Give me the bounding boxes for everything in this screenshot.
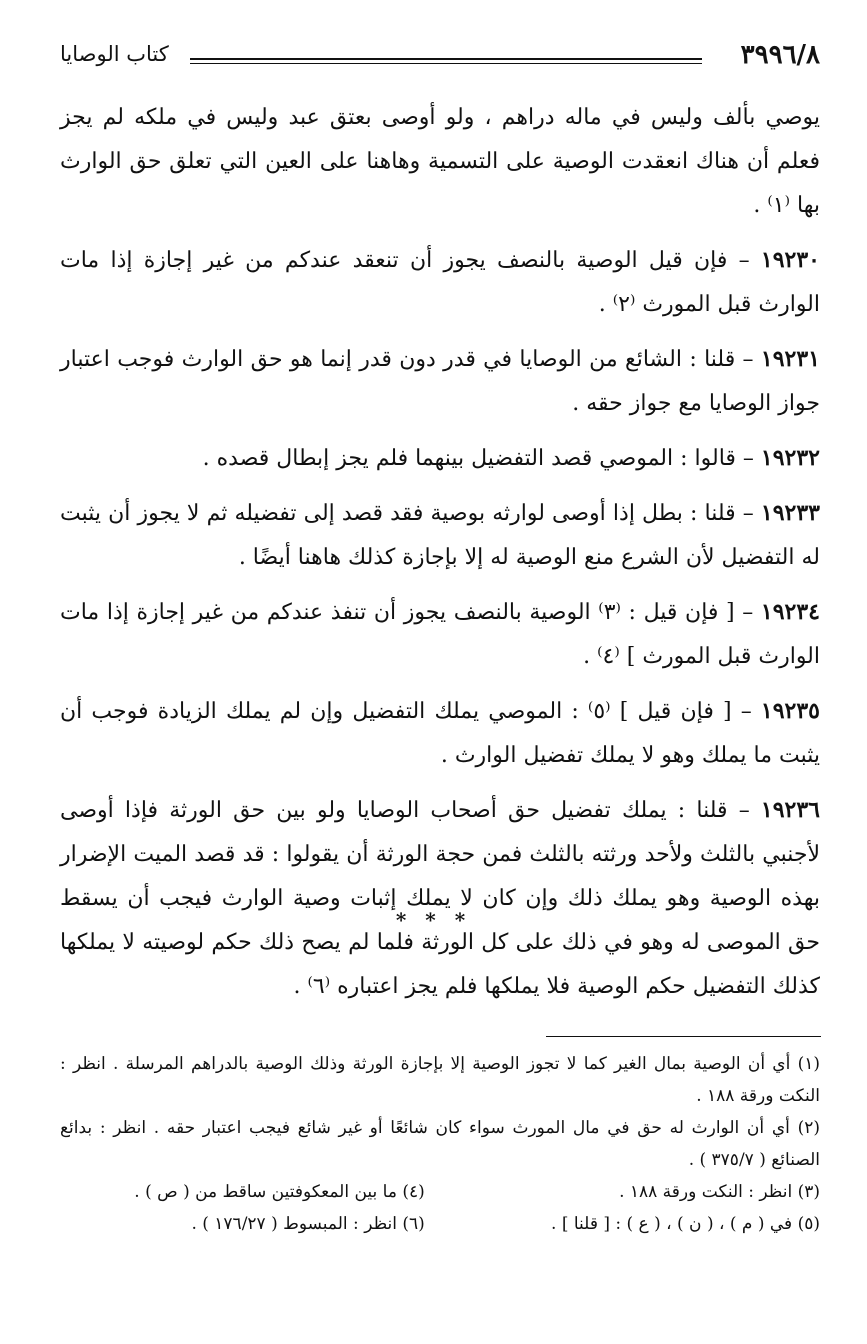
paragraph-number: ١٩٢٣٤ — [760, 599, 820, 625]
page-number: ٣٩٩٦/٨ — [740, 40, 820, 70]
paragraph-number: ١٩٢٣١ — [760, 346, 820, 372]
paragraph-number: ١٩٢٣٠ — [760, 247, 820, 273]
main-text — [60, 96, 820, 1019]
footnote-row — [60, 1176, 820, 1208]
paragraph-text: – قلنا : الشائع من الوصايا في قدر دون قدر إنما هو حق الوارث فوجب اعتبار جواز الوصايا مع جواز حقه . — [60, 347, 820, 416]
footnotes — [60, 1048, 820, 1240]
paragraph-text: – قالوا : الموصي قصد التفضيل بينهما فلم يجز إبطال قصده . — [202, 446, 761, 471]
paragraph-number: ١٩٢٣٦ — [760, 797, 820, 823]
paragraph — [60, 689, 820, 778]
footnote: (٥) في ( م ) ، ( ن ) ، ( ع ) : [ قلنا ] . — [551, 1214, 820, 1234]
paragraph — [60, 337, 820, 426]
paragraph — [60, 96, 820, 228]
paragraph — [60, 238, 820, 327]
footnote: (١) أي أن الوصية بمال الغير كما لا تجوز الوصية إلا بإجازة الورثة وذلك الوصية بالدراهم المرسلة . انظر : النكت ورقة ١٨٨ . — [60, 1054, 820, 1106]
section-separator: * * * — [395, 908, 472, 932]
paragraph-text: – فإن قيل الوصية بالنصف يجوز أن تنعقد عندكم من غير إجازة إذا مات الوارث قبل المورث ⁽٢⁾ . — [60, 248, 820, 317]
paragraph-number: ١٩٢٣٥ — [760, 698, 820, 724]
paragraph-text: – قلنا : بطل إذا أوصى لوارثه بوصية فقد قصد إلى تفضيله ثم لا يجوز أن يثبت له التفضيل لأن الشرع منع الوصية له إلا بإجازة كذلك هاهنا أيضًا . — [60, 501, 820, 570]
header-rule — [190, 58, 702, 64]
paragraph-text: – [ فإن قيل : ⁽٣⁾ الوصية بالنصف يجوز أن تنفذ عندكم من غير إجازة إذا مات الوارث قبل المورث ] ⁽٤⁾ . — [60, 600, 820, 669]
paragraph — [60, 590, 820, 679]
paragraph-text: – [ فإن قيل ] ⁽٥⁾ : الموصي يملك التفضيل وإن لم يملك الزيادة فوجب أن يثبت ما يملك وهو لا يملك تفضيل الوارث . — [60, 699, 820, 768]
footnote-row — [60, 1208, 820, 1240]
paragraph-number: ١٩٢٣٢ — [760, 445, 820, 471]
paragraph — [60, 491, 820, 580]
page-header — [60, 38, 820, 78]
book-title: كتاب الوصايا — [60, 42, 169, 66]
paragraph-number: ١٩٢٣٣ — [760, 500, 820, 526]
paragraph-text: يوصي بألف وليس في ماله دراهم ، ولو أوصى بعتق عبد وليس في ملكه لم يجز فعلم أن هناك انعقدت الوصية على التسمية وهاهنا على العين التي تعلق حق الوارث بها ⁽١⁾ . — [60, 105, 820, 218]
paragraph — [60, 436, 820, 481]
paragraph-text: – قلنا : يملك تفضيل حق أصحاب الوصايا ولو بين حق الورثة فإذا أوصى لأجنبي بالثلث ولأحد ورثته بالثلث فمن حجة الورثة أن يقولوا : قد قصد الميت الإضرار بهذه الوصية وهو يملك ذلك وإن كان لا يملك إثبات وصية الوارث فيجب أن يسقط حق الموصى له وهو في ذلك على كل الورثة فلما لم يصح ذلك حكم لوصيته لا يملكها كذلك التفضيل حكم الوصية فلا يملكها فلم يجز اعتباره ⁽٦⁾ . — [60, 798, 820, 999]
paragraph — [60, 788, 820, 1009]
footnote: (٤) ما بين المعكوفتين ساقط من ( ص ) . — [134, 1182, 425, 1202]
footnote: (٣) انظر : النكت ورقة ١٨٨ . — [619, 1182, 820, 1202]
footnote: (٢) أي أن الوارث له حق في مال المورث سواء كان شائعًا أو غير شائع فيجب اعتبار حقه . انظر : بدائع الصنائع ( ٣٧٥/٧ ) . — [60, 1118, 820, 1170]
footnote: (٦) انظر : المبسوط ( ١٧٦/٢٧ ) . — [191, 1214, 425, 1234]
footnote-rule — [546, 1036, 821, 1037]
